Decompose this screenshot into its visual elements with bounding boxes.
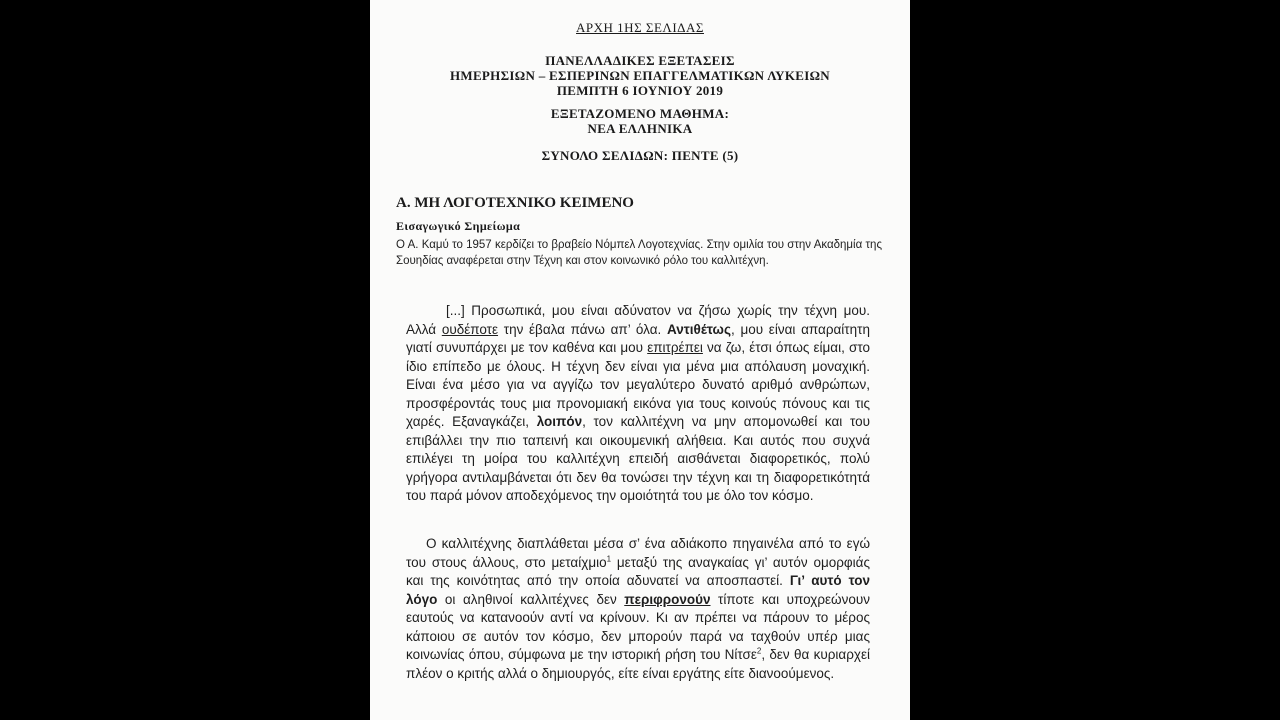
exam-header (370, 53, 910, 98)
p2-bold-1: Γι’ αυτό τον λόγο (406, 573, 870, 607)
p2-text: , δεν θα κυριαρχεί πλέον ο κριτής αλλά ο δημιουργός, είτε είναι εργάτης είτε διανοούμενος. (406, 647, 870, 681)
p1-text: την έβαλα πάνω απ’ όλα. (498, 321, 667, 337)
intro-text: Ο Α. Καμύ το 1957 κερδίζει το βραβείο Νόμπελ Λογοτεχνίας. Στην ομιλία του στην Ακαδημία της Σουηδίας αναφέρεται στην Τέχνη και στον κοινωνικό ρόλο του καλλιτέχνη. (396, 239, 882, 267)
subject-name: ΝΕΑ ΕΛΛΗΝΙΚΑ (587, 121, 693, 136)
paragraph-1 (406, 302, 870, 506)
header-line-2: ΗΜΕΡΗΣΙΩΝ – ΕΣΠΕΡΙΝΩΝ ΕΠΑΓΓΕΛΜΑΤΙΚΩΝ ΛΥΚΕΙΩΝ (449, 68, 830, 83)
p1-bold-2: λοιπόν (536, 414, 583, 429)
p2-text: οι αληθινοί καλλιτέχνες δεν (437, 591, 625, 607)
header-date: ΠΕΜΠΤΗ 6 ΙΟΥΝΙΟΥ 2019 (556, 83, 724, 98)
p2-bold-underline-1: περιφρονούν (624, 591, 711, 607)
p1-text: , μου είναι απαραίτητη γιατί συνυπάρχει με τον καθένα και μου (406, 321, 870, 355)
p2-text: τίποτε και υποχρεώνουν εαυτούς να κατανοούν αντί να κρίνουν. Κι αν πρέπει να πάρουν το μέρος κάποιου σε αυτόν τον κόσμο, δεν μπορούν παρά να ταχθούν υπέρ μιας κοινωνίας όπου, σύμφωνα με την ιστορική ρήση του Νίτσε (406, 591, 870, 662)
paragraph-2 (406, 535, 870, 683)
p2-text: μεταξύ της αναγκαίας γι’ αυτόν ομορφιάς και της κοινότητας από την οποία αδυνατεί να αποσπαστεί. (406, 554, 870, 588)
header-line-1: ΠΑΝΕΛΛΑΔΙΚΕΣ ΕΞΕΤΑΣΕΙΣ (545, 53, 735, 68)
p1-underline-1: ουδέποτε (441, 321, 499, 337)
p1-text: , τον καλλιτέχνη να μην απομονωθεί και του επιβάλλει την πιο ταπεινή και οικουμενική αλήθεια. Και αυτός που συχνά επιλέγει τη μοίρα του καλλιτέχνη επειδή αισθάνεται διαφορετικός, πολύ γρήγορα αντιλαμβάνεται ότι δεν θα τονώσει την τέχνη και τη διαφορετικότητά του παρά μόνον αποδεχόμενος την ομοιότητά του με όλο τον κόσμο. (406, 414, 870, 503)
subject-block (370, 106, 910, 136)
exam-page (370, 0, 910, 720)
footnote-ref-1: 1 (606, 554, 612, 563)
footnote-ref-2: 2 (756, 646, 762, 656)
page-count: ΣΥΝΟΛΟ ΣΕΛΙΔΩΝ: ΠΕΝΤΕ (5) (541, 148, 739, 163)
subject-label: ΕΞΕΤΑΖΟΜΕΝΟ ΜΑΘΗΜΑ: (550, 106, 730, 121)
p1-underline-2: επιτρέπει (647, 340, 703, 355)
intro-title: Εισαγωγικό Σημείωμα (396, 219, 521, 233)
p1-text: [...] Προσωπικά, μου είναι αδύνατον να ζήσω χωρίς την τέχνη μου. Αλλά (406, 303, 870, 337)
page-start-mark: ΑΡΧΗ 1ΗΣ ΣΕΛΙΔΑΣ (576, 20, 704, 35)
p1-text: να ζω, έτσι όπως είμαι, στο ίδιο επίπεδο με όλους. Η τέχνη δεν είναι για μένα μια απόλαυση μοναχική. Είναι ένα μέσο για να αγγίζω τον μεγαλύτερο δυνατό αριθμό ανθρώπων, προσφέροντάς τους μια προνομιακή εικόνα για τους κοινούς πόνους και τις χαρές. Εξαναγκάζει, (406, 340, 870, 429)
section-title: Α. ΜΗ ΛΟΓΟΤΕΧΝΙΚΟ ΚΕΙΜΕΝΟ (396, 195, 634, 211)
p1-bold-1: Αντιθέτως (666, 321, 731, 337)
p2-text: Ο καλλιτέχνης διαπλάθεται μέσα σ’ ένα αδιάκοπο πηγαινέλα από το εγώ του στους άλλους, στο μεταίχμιο (406, 536, 870, 570)
